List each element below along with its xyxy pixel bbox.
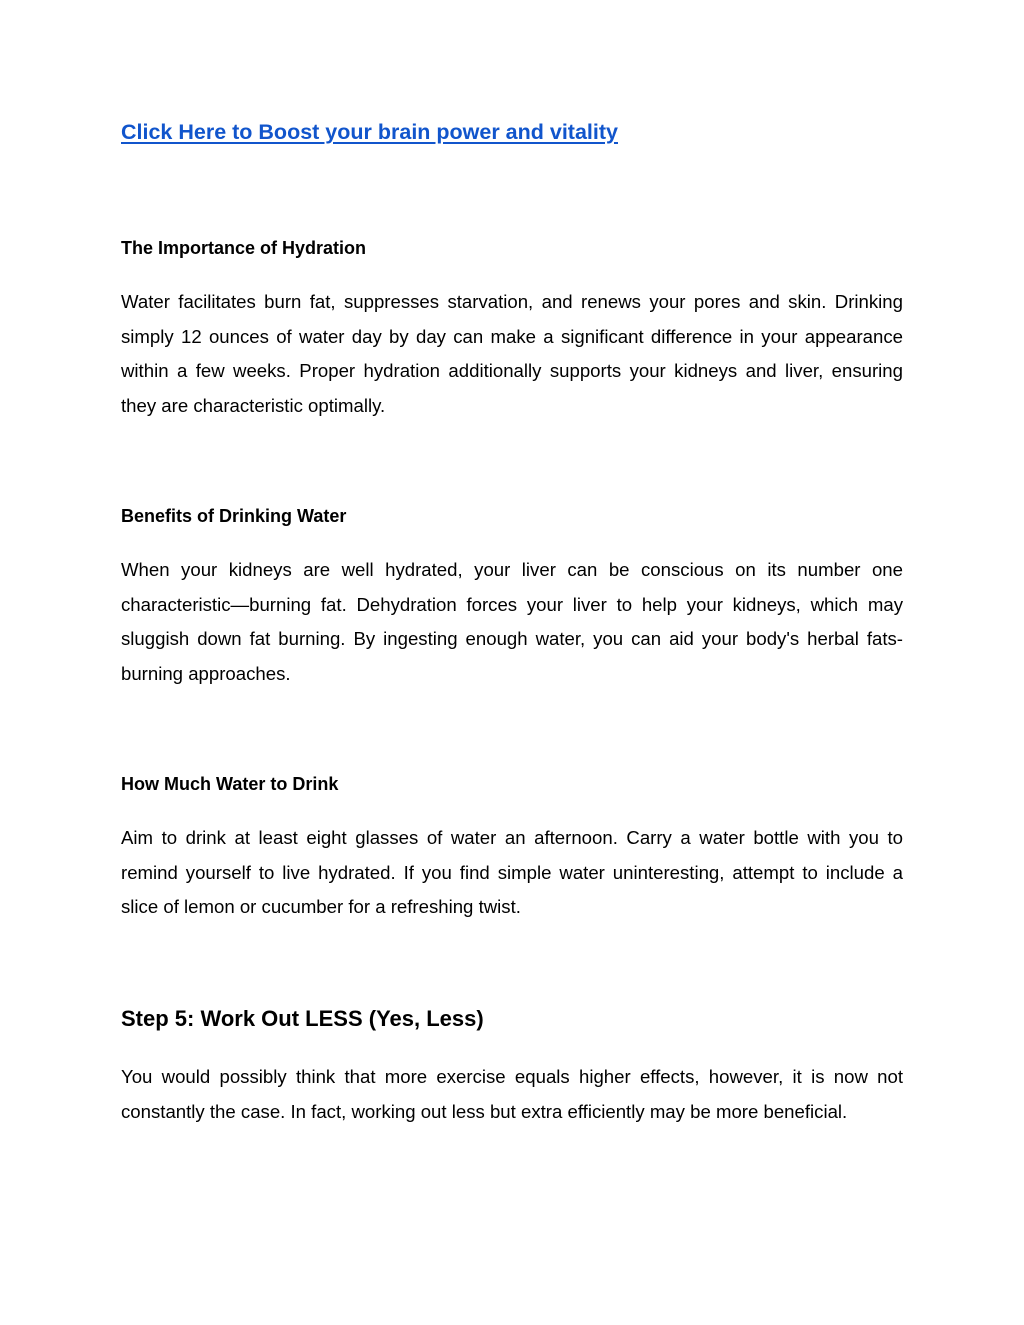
section-heading-benefits: Benefits of Drinking Water (121, 506, 347, 526)
boost-brain-power-link[interactable]: Click Here to Boost your brain power and vitality (121, 120, 618, 144)
step-heading: Step 5: Work Out LESS (Yes, Less) (121, 1006, 484, 1031)
step-body: You would possibly think that more exercise equals higher effects, however, it is now not constantly the case. In fact, working out less but extra efficiently may be more beneficial. (121, 1066, 903, 1122)
section-body-hydration: Water facilitates burn fat, suppresses starvation, and renews your pores and skin. Drinking simply 12 ounces of water day by day can make a significant difference in your appearance within a few weeks. Proper hydration additionally supports your kidneys and liver, ensuring they are characteristic optimally. (121, 291, 903, 417)
section-body-benefits: When your kidneys are well hydrated, your liver can be conscious on its number one characteristic—burning fat. Dehydration forces your liver to help your kidneys, which may sluggish down fat burning. By ingesting enough water, you can aid your body's herbal fats-burning approaches. (121, 559, 903, 685)
section-body-how-much: Aim to drink at least eight glasses of water an afternoon. Carry a water bottle with you to remind yourself to live hydrated. If you find simple water uninteresting, attempt to include a slice of lemon or cucumber for a refreshing twist. (121, 827, 903, 918)
section-heading-hydration: The Importance of Hydration (121, 238, 367, 258)
section-heading-how-much: How Much Water to Drink (121, 774, 339, 794)
